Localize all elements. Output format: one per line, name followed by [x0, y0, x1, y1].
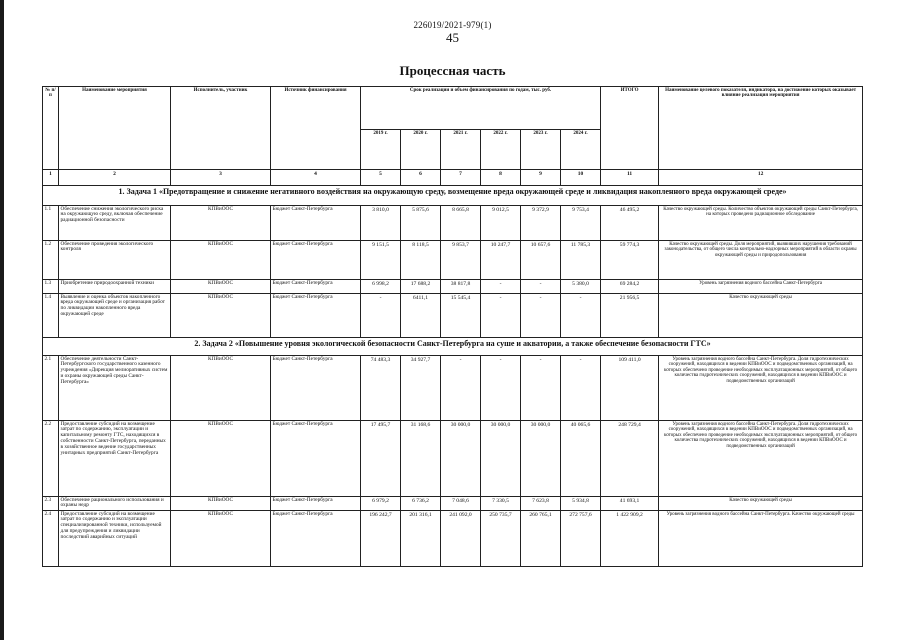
- value-total: 21 956,5: [601, 294, 659, 338]
- executor: КПВиООС: [171, 511, 271, 567]
- document-number: 226019/2021-979(1): [413, 20, 492, 30]
- col-header-year: 2019 г.: [361, 130, 401, 170]
- value-2020: 201 316,1: [401, 511, 441, 567]
- funding-source: Бюджет Санкт-Петербурга: [271, 356, 361, 421]
- row-id: 1.3: [43, 280, 59, 294]
- table-row: [43, 280, 863, 294]
- value-2022: -: [481, 294, 521, 338]
- col-header-year: 2023 г.: [521, 130, 561, 170]
- activity-name: Обеспечение снижения экологического риска на окружающую среду, включая обеспечение радиационной безопасности: [59, 206, 171, 241]
- value-2021: 9 853,7: [441, 241, 481, 280]
- value-2022: -: [481, 280, 521, 294]
- task-heading-row: [43, 186, 863, 206]
- row-id: 2.3: [43, 497, 59, 511]
- value-2024: 272 757,6: [561, 511, 601, 567]
- executor: КПВиООС: [171, 294, 271, 338]
- value-2024: 11 785,3: [561, 241, 601, 280]
- value-total: 59 774,3: [601, 241, 659, 280]
- program-table: [42, 86, 863, 567]
- value-2022: 30 000,0: [481, 421, 521, 497]
- funding-source: Бюджет Санкт-Петербурга: [271, 511, 361, 567]
- indicator: Уровень загрязнения водного бассейна Санкт-Петербурга. Доля гидротехнических сооружений, находящихся в ведении КПВиООС и подведомственных организаций, на которых обеспечено проведение необходимых эксплуатационных мероприятий, от общего количества гидротехнических сооружений, находящихся в ведении КПВиООС и подведомственных организаций: [659, 356, 863, 421]
- row-id: 2.2: [43, 421, 59, 497]
- value-2023: -: [521, 294, 561, 338]
- value-2020: 5 875,6: [401, 206, 441, 241]
- column-number: 2: [59, 170, 171, 186]
- value-2023: 7 623,8: [521, 497, 561, 511]
- column-number: 4: [271, 170, 361, 186]
- value-2022: -: [481, 356, 521, 421]
- value-2024: 40 065,6: [561, 421, 601, 497]
- value-total: 46 495,2: [601, 206, 659, 241]
- column-number: 1: [43, 170, 59, 186]
- funding-source: Бюджет Санкт-Петербурга: [271, 280, 361, 294]
- value-2020: 31 168,6: [401, 421, 441, 497]
- column-number: 12: [659, 170, 863, 186]
- value-2023: 10 657,6: [521, 241, 561, 280]
- value-2019: 6 979,2: [361, 497, 401, 511]
- table-row: [43, 241, 863, 280]
- executor: КПВиООС: [171, 356, 271, 421]
- col-header-year: 2021 г.: [441, 130, 481, 170]
- indicator: Качество окружающей среды. Количество объектов окружающей среды Санкт-Петербурга, на которых проведено радиационное обследование: [659, 206, 863, 241]
- value-2021: -: [441, 356, 481, 421]
- value-2022: 250 735,7: [481, 511, 521, 567]
- table-row: [43, 497, 863, 511]
- value-2019: 17 495,7: [361, 421, 401, 497]
- indicator: Уровень загрязнения водного бассейна Санкт-Петербурга. Качество окружающей среды: [659, 511, 863, 567]
- value-2019: 74 483,3: [361, 356, 401, 421]
- table-row: [43, 356, 863, 421]
- table-row: [43, 421, 863, 497]
- value-total: 109 411,0: [601, 356, 659, 421]
- activity-name: Предоставление субсидий на возмещение затрат по содержанию, эксплуатации и капитальному ремонту ГТС, находящихся в собственности Санкт-Петербурга, переданных в хозяйственное ведение государственных унитарных предприятий Санкт-Петербурга: [59, 421, 171, 497]
- row-id: 1.2: [43, 241, 59, 280]
- table-row: [43, 294, 863, 338]
- funding-source: Бюджет Санкт-Петербурга: [271, 497, 361, 511]
- value-total: 248 729,4: [601, 421, 659, 497]
- task-heading-row: [43, 338, 863, 356]
- indicator: Качество окружающей среды: [659, 497, 863, 511]
- value-total: 69 284,2: [601, 280, 659, 294]
- value-2021: 38 817,8: [441, 280, 481, 294]
- column-number: 7: [441, 170, 481, 186]
- table-row: [43, 511, 863, 567]
- col-header-year: 2024 г.: [561, 130, 601, 170]
- value-2023: 260 765,1: [521, 511, 561, 567]
- funding-source: Бюджет Санкт-Петербурга: [271, 206, 361, 241]
- executor: КПВиООС: [171, 241, 271, 280]
- value-2020: 17 688,2: [401, 280, 441, 294]
- col-header-name: Наименование мероприятия: [59, 87, 171, 170]
- col-header-executor: Исполнитель, участник: [171, 87, 271, 170]
- executor: КПВиООС: [171, 497, 271, 511]
- value-2020: 6 736,2: [401, 497, 441, 511]
- col-header-year: 2022 г.: [481, 130, 521, 170]
- task-2-title: 2. Задача 2 «Повышение уровня экологической безопасности Санкт-Петербурга на суше и акватории, а также обеспечение безопасности ГТС»: [43, 338, 863, 356]
- page-number: 45: [446, 30, 459, 45]
- value-2022: 7 330,5: [481, 497, 521, 511]
- value-2022: 9 012,5: [481, 206, 521, 241]
- value-2023: 30 000,0: [521, 421, 561, 497]
- value-2021: 30 000,0: [441, 421, 481, 497]
- column-number-row: [43, 170, 863, 186]
- activity-name: Обеспечение деятельности Санкт-Петербургского государственного казенного учреждения «Дирекция мелиоративных систем и охраны окружающей среды Санкт-Петербурга»: [59, 356, 171, 421]
- column-number: 6: [401, 170, 441, 186]
- col-header-period: Срок реализации и объем финансирования по годам, тыс. руб.: [361, 87, 601, 130]
- executor: КПВиООС: [171, 206, 271, 241]
- funding-source: Бюджет Санкт-Петербурга: [271, 241, 361, 280]
- task-1-title: 1. Задача 1 «Предотвращение и снижение негативного воздействия на окружающую среду, возмещение вреда окружающей среде и ликвидация накопленного вреда окружающей среде»: [43, 186, 863, 206]
- value-2020: 8 118,5: [401, 241, 441, 280]
- value-2023: -: [521, 280, 561, 294]
- value-2019: 9 151,5: [361, 241, 401, 280]
- col-header-indicator: Наименование целевого показателя, индикатора, на достижение которых оказывает влияние реализация мероприятия: [659, 87, 863, 170]
- value-2019: 3 810,0: [361, 206, 401, 241]
- funding-source: Бюджет Санкт-Петербурга: [271, 421, 361, 497]
- page-title: Процессная часть: [399, 63, 506, 78]
- value-2022: 10 247,7: [481, 241, 521, 280]
- value-total: 41 693,1: [601, 497, 659, 511]
- table-row: [43, 206, 863, 241]
- value-total: 1 422 909,2: [601, 511, 659, 567]
- row-id: 1.4: [43, 294, 59, 338]
- value-2024: -: [561, 356, 601, 421]
- value-2024: -: [561, 294, 601, 338]
- column-number: 10: [561, 170, 601, 186]
- column-number: 8: [481, 170, 521, 186]
- activity-name: Обеспечение рационального использования и охраны недр: [59, 497, 171, 511]
- col-header-source: Источник финансирования: [271, 87, 361, 170]
- indicator: Уровень загрязнения водного бассейна Санкт-Петербурга. Доля гидротехнических сооружений, находящихся в ведении КПВиООС и подведомственных организаций, на которых обеспечено проведение необходимых эксплуатационных мероприятий, от общего количества гидротехнических сооружений, находящихся в ведении КПВиООС и подведомственных организаций: [659, 421, 863, 497]
- funding-source: Бюджет Санкт-Петербурга: [271, 294, 361, 338]
- row-id: 2.1: [43, 356, 59, 421]
- value-2021: 15 545,4: [441, 294, 481, 338]
- value-2023: -: [521, 356, 561, 421]
- value-2021: 241 092,0: [441, 511, 481, 567]
- value-2021: 8 665,8: [441, 206, 481, 241]
- col-header-num: № п/п: [43, 87, 59, 170]
- value-2020: 6411,1: [401, 294, 441, 338]
- activity-name: Выявление и оценка объектов накопленного вреда окружающей среде и организация работ по ликвидации накопленного вреда окружающей среде: [59, 294, 171, 338]
- row-id: 2.4: [43, 511, 59, 567]
- value-2019: 6 998,2: [361, 280, 401, 294]
- executor: КПВиООС: [171, 280, 271, 294]
- column-number: 9: [521, 170, 561, 186]
- value-2024: 9 753,4: [561, 206, 601, 241]
- column-number: 3: [171, 170, 271, 186]
- row-id: 1.1: [43, 206, 59, 241]
- activity-name: Предоставление субсидий на возмещение затрат по содержанию и эксплуатации специализированной техники, используемой для предупреждения и ликвидации последствий аварийных ситуаций: [59, 511, 171, 567]
- column-number: 11: [601, 170, 659, 186]
- value-2019: 196 242,7: [361, 511, 401, 567]
- indicator: Уровень загрязнения водного бассейна Санкт-Петербурга: [659, 280, 863, 294]
- value-2024: 5 934,8: [561, 497, 601, 511]
- col-header-total: ИТОГО: [601, 87, 659, 170]
- header-row: [43, 87, 863, 130]
- indicator: Качество окружающей среды. Доля мероприятий, выявивших нарушения требований законодательства, от общего числа контрольно-надзорных мероприятий в области охраны окружающей среды и природопользования: [659, 241, 863, 280]
- activity-name: Приобретение природоохранной техники: [59, 280, 171, 294]
- indicator: Качество окружающей среды: [659, 294, 863, 338]
- value-2020: 34 927,7: [401, 356, 441, 421]
- column-number: 5: [361, 170, 401, 186]
- activity-name: Обеспечение проведения экологического контроля: [59, 241, 171, 280]
- scan-left-edge: [0, 0, 4, 640]
- value-2024: 5 380,0: [561, 280, 601, 294]
- value-2019: -: [361, 294, 401, 338]
- value-2021: 7 048,6: [441, 497, 481, 511]
- executor: КПВиООС: [171, 421, 271, 497]
- col-header-year: 2020 г.: [401, 130, 441, 170]
- value-2023: 9 372,9: [521, 206, 561, 241]
